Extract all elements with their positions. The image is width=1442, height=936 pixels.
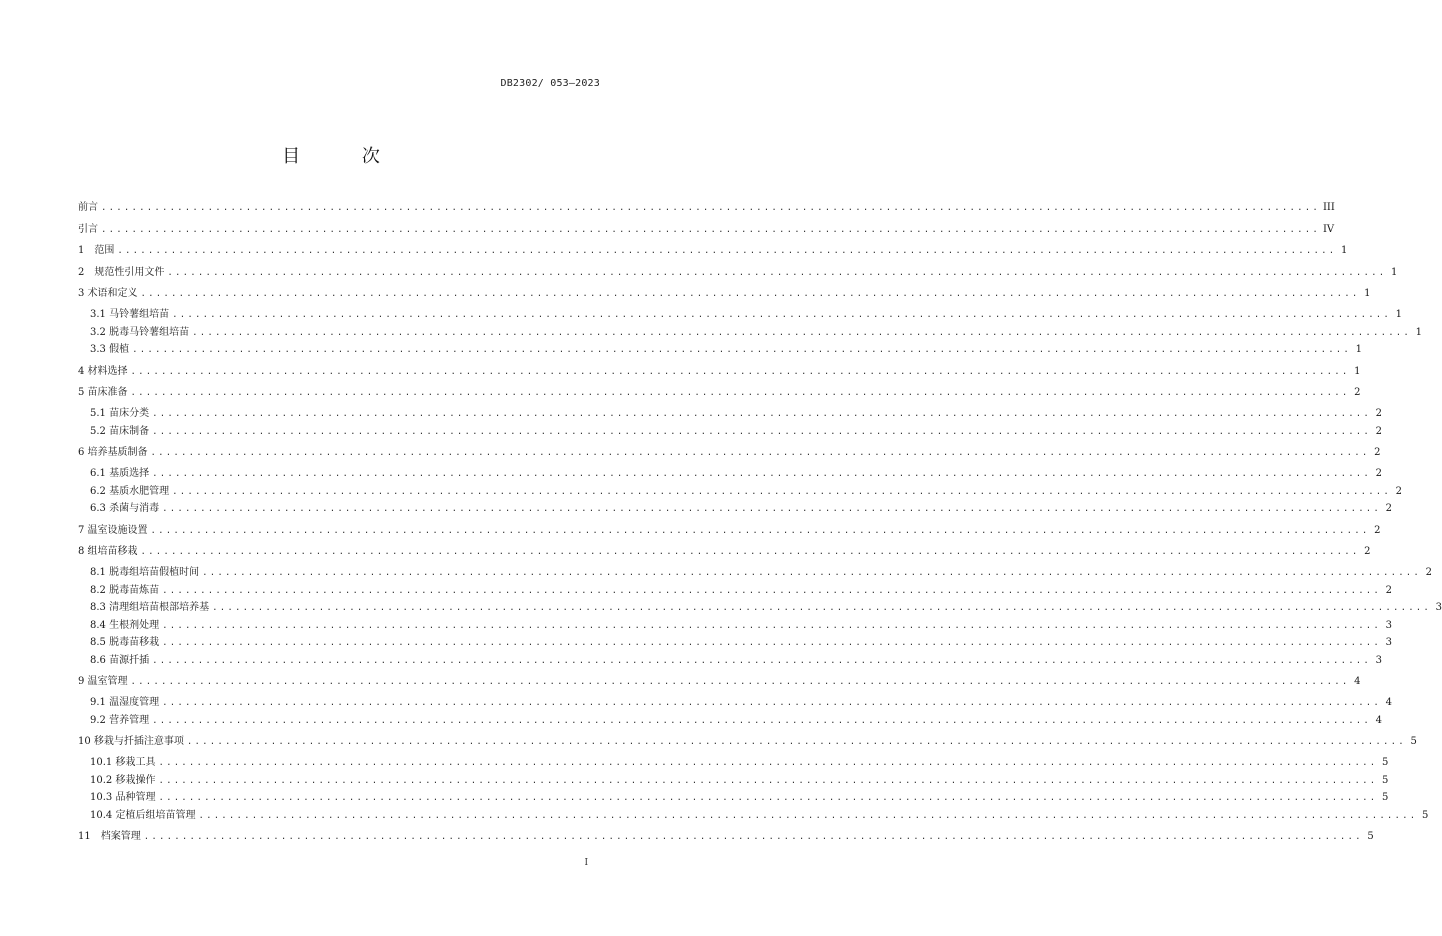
toc-entry[interactable] [78,674,1361,688]
toc-entry-page: 1 [1390,266,1398,278]
toc-leader-dots: ................................................................................................................................................................ [130,677,1350,687]
toc-entry[interactable] [90,424,1383,438]
toc-leader-dots: ................................................................................................................................................................ [117,246,1337,256]
toc-entry-page: 3 [1385,637,1393,648]
toc-leader-dots: ................................................................................................................................................................ [152,426,1372,437]
toc-entry-label: 8.5 脱毒苗移栽 [90,637,160,648]
toc-leader-dots: ................................................................................................................................................................ [162,585,1382,596]
toc-entry-label: 2 规范性引用文件 [78,266,165,278]
toc-leader-dots: ................................................................................................................................................................ [101,203,1320,213]
toc-entry-label: 8.2 脱毒苗炼苗 [90,584,160,596]
toc-entry[interactable] [90,695,1393,709]
toc-entry-page: 4 [1354,676,1361,687]
toc-entry-label: 11 档案管理 [78,831,141,842]
toc-entry[interactable] [90,583,1393,597]
toc-entry-page: 2 [1354,387,1361,398]
toc-entry[interactable] [90,600,1442,614]
toc-entry[interactable] [90,790,1389,804]
toc-entry[interactable] [90,773,1389,787]
toc-entry[interactable] [90,484,1403,498]
toc-leader-dots: ................................................................................................................................................................ [143,832,1363,842]
toc-leader-dots: ................................................................................................................................................................ [186,737,1406,747]
toc-leader-dots: ................................................................................................................................................................ [152,655,1372,666]
toc-entry-page: 5 [1382,757,1389,768]
toc-entry-page: 2 [1364,546,1371,557]
toc-entry[interactable] [78,200,1335,214]
toc-entry-label: 1 范围 [78,245,115,256]
page-number: I [584,858,588,868]
toc-entry-page: 5 [1367,831,1374,842]
toc-leader-dots: ................................................................................................................................................................ [198,810,1418,821]
toc-entry-page: 5 [1422,809,1429,821]
toc-entry-page: 2 [1374,524,1381,536]
toc-entry-label: 3 术语和定义 [78,288,138,299]
toc-entry-label: 10 移栽与扦插注意事项 [78,736,184,747]
toc-entry-page: 1 [1340,245,1348,256]
toc-entry-page: 1 [1415,326,1423,338]
toc-entry-label: 6.1 基质选择 [90,468,150,479]
toc-entry-page: 1 [1355,344,1363,355]
toc-entry-label: 10.1 移栽工具 [90,757,156,768]
toc-entry-page: IV [1322,223,1335,235]
toc-leader-dots: ................................................................................................................................................................ [158,758,1378,768]
toc-entry-page: 1 [1354,365,1361,377]
toc-entry[interactable] [90,653,1383,667]
toc-entry-page: 3 [1435,602,1442,613]
toc-leader-dots: ................................................................................................................................................................ [158,793,1378,803]
toc-entry[interactable] [90,618,1393,632]
document-code: DB2302/ 053—2023 [500,78,600,89]
toc-leader-dots: ................................................................................................................................................................ [167,267,1387,278]
toc-entry-page: 4 [1375,714,1383,726]
toc-entry[interactable] [90,501,1393,515]
toc-entry-label: 10.4 定植后组培苗管理 [90,809,196,821]
toc-entry[interactable] [90,635,1393,649]
toc-leader-dots: ................................................................................................................................................................ [202,568,1422,578]
toc-entry[interactable] [78,734,1417,748]
toc-entry-label: 引言 [78,223,98,235]
toc-leader-dots: ................................................................................................................................................................ [172,486,1392,497]
toc-entry-page: 2 [1375,468,1383,479]
toc-entry-label: 3.2 脱毒马铃薯组培苗 [90,326,190,338]
toc-entry-label: 7 温室设施设置 [78,524,148,536]
toc-leader-dots: ................................................................................................................................................................ [152,469,1372,479]
toc-entry-label: 4 材料选择 [78,365,128,377]
toc-leader-dots: ................................................................................................................................................................ [162,698,1382,708]
toc-entry[interactable] [90,342,1363,356]
toc-entry-label: 8.3 清理组培苗根部培养基 [90,602,210,613]
toc-entry-page: 2 [1395,485,1403,497]
toc-entry[interactable] [90,713,1383,727]
toc-entry-label: 8.4 生根剂处理 [90,619,160,631]
toc-leader-dots: ................................................................................................................................................................ [162,504,1382,514]
toc-leader-dots: ................................................................................................................................................................ [172,310,1392,320]
toc-leader-dots: ................................................................................................................................................................ [162,638,1382,648]
toc-entry-label: 8.1 脱毒组培苗假植时间 [90,567,200,578]
toc-entry[interactable] [78,445,1381,459]
toc-entry-label: 5.1 苗床分类 [90,408,150,419]
toc-entry-label: 6 培养基质制备 [78,447,148,458]
toc-entry[interactable] [78,385,1361,399]
toc-leader-dots: ................................................................................................................................................................ [140,289,1360,299]
toc-entry-page: 2 [1374,447,1381,458]
toc-entry-page: 3 [1375,654,1383,666]
toc-entry-page: 5 [1410,736,1417,747]
toc-leader-dots: ................................................................................................................................................................ [152,715,1372,726]
toc-entry[interactable] [90,808,1429,822]
toc-entry-label: 3.3 假植 [90,344,130,355]
toc-entry[interactable] [90,466,1383,480]
toc-entry-label: 6.3 杀菌与消毒 [90,503,160,514]
toc-leader-dots: ................................................................................................................................................................ [150,448,1370,458]
toc-entry-page: 2 [1375,425,1383,437]
toc-entry[interactable] [90,755,1389,769]
toc-entry-label: 10.2 移栽操作 [90,774,156,786]
toc-entry-label: 3.1 马铃薯组培苗 [90,309,170,320]
toc-entry-label: 9.2 营养管理 [90,714,150,726]
toc-entry-label: 5 苗床准备 [78,387,128,398]
toc-entry[interactable] [90,565,1433,579]
toc-entry[interactable] [78,523,1381,537]
toc-entry[interactable] [78,829,1374,843]
toc-entry[interactable] [78,265,1398,279]
toc-entry-label: 9.1 温湿度管理 [90,697,160,708]
toc-entry-page: 1 [1395,309,1403,320]
toc-entry[interactable] [78,222,1335,236]
toc-leader-dots: ................................................................................................................................................................ [152,409,1372,419]
toc-leader-dots: ................................................................................................................................................................ [101,224,1320,235]
toc-entry-label: 前言 [78,202,98,213]
toc-leader-dots: ................................................................................................................................................................ [150,525,1370,536]
toc-entry-label: 8.6 苗源扦插 [90,654,150,666]
toc-entry-page: 2 [1425,567,1433,578]
toc-entry-page: 5 [1382,774,1389,786]
page-title: 目 次 [282,146,408,167]
toc-entry-label: 8 组培苗移栽 [78,546,138,557]
toc-leader-dots: ................................................................................................................................................................ [158,775,1378,786]
toc-leader-dots: ................................................................................................................................................................ [162,620,1382,631]
toc-leader-dots: ................................................................................................................................................................ [130,388,1350,398]
toc-leader-dots: ................................................................................................................................................................ [212,603,1432,613]
toc-entry[interactable] [90,307,1403,321]
toc-entry-label: 9 温室管理 [78,676,128,687]
toc-leader-dots: ................................................................................................................................................................ [130,366,1350,377]
toc-entry-page: 4 [1385,697,1393,708]
toc-entry-label: 10.3 品种管理 [90,792,156,803]
toc-entry[interactable] [78,544,1371,558]
toc-entry-page: 2 [1375,408,1383,419]
toc-entry-page: 2 [1385,503,1393,514]
toc-leader-dots: ................................................................................................................................................................ [132,345,1352,355]
toc-entry-page: 1 [1364,288,1371,299]
toc-entry[interactable] [90,325,1423,339]
toc-entry[interactable] [90,406,1383,420]
toc-leader-dots: ................................................................................................................................................................ [140,547,1360,557]
toc-entry[interactable] [78,243,1348,257]
toc-entry-label: 5.2 苗床制备 [90,425,150,437]
toc-entry-page: 5 [1382,792,1389,803]
toc-entry-page: 2 [1385,584,1393,596]
toc-entry-page: III [1322,202,1335,213]
toc-entry-label: 6.2 基质水肥管理 [90,485,170,497]
toc-entry[interactable] [78,364,1361,378]
toc-leader-dots: ................................................................................................................................................................ [192,327,1412,338]
toc-entry[interactable] [78,286,1371,300]
toc-entry-page: 3 [1385,619,1393,631]
